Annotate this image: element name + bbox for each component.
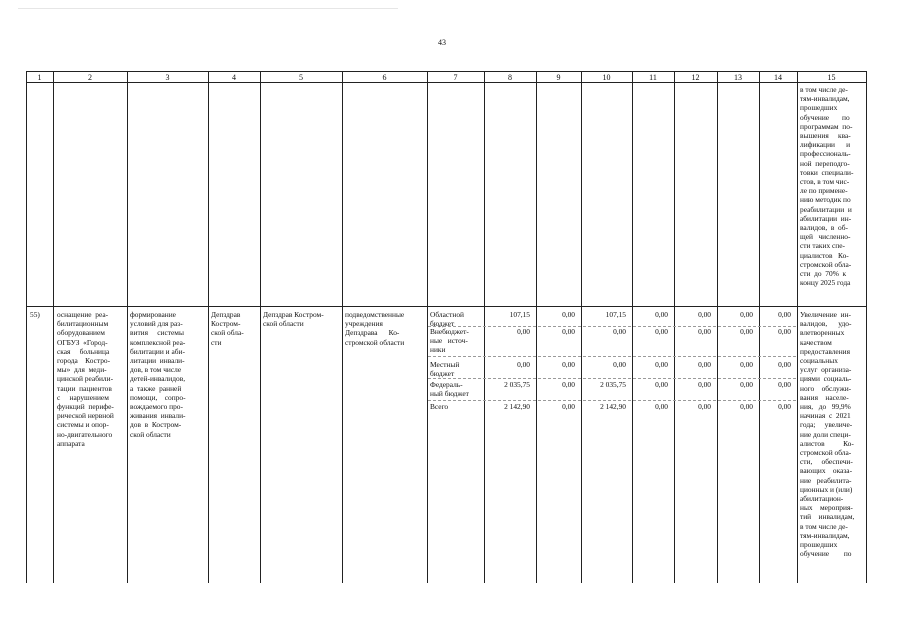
funding-value: 0,00 (562, 380, 575, 389)
measure-name-line: мы» для меди- (57, 365, 107, 375)
funding-source: Местный (430, 360, 460, 369)
header-col-2: 2 (88, 73, 92, 82)
column-line (484, 71, 485, 583)
result-line: абилитацион- (800, 494, 844, 503)
header-col-14: 14 (774, 73, 782, 82)
result-line: предоставления (800, 346, 851, 356)
funding-value: 0,00 (655, 380, 668, 389)
continuation-line: в том числе де- (800, 85, 848, 94)
measure-goal-line: вождаемого про- (130, 402, 183, 411)
measure-name-line: аппарата (57, 438, 85, 448)
result-line: года; увеличе- (800, 420, 853, 430)
measure-name-line: системы и опор- (57, 420, 109, 430)
column-line (127, 71, 128, 583)
executor-line: Костром- (211, 319, 241, 329)
result-line: ционных и (или) (800, 484, 853, 494)
result-line: алистов Ко- (800, 438, 854, 448)
column-line (427, 71, 428, 583)
funding-separator (428, 378, 796, 379)
column-line (53, 71, 54, 583)
continuation-line: профессиональ- (800, 149, 851, 159)
result-line: Увеличение ин- (800, 310, 852, 319)
funding-value: 0,00 (740, 327, 753, 336)
funding-value: 0,00 (740, 380, 753, 389)
funding-value: 2 035,75 (504, 380, 530, 389)
measure-goal-line: литации инвали- (130, 356, 185, 365)
funding-value: 0,00 (655, 402, 668, 411)
column-line (717, 71, 718, 583)
funding-source: бюджет (430, 319, 455, 329)
measure-name-line: тации пациентов (57, 383, 112, 393)
participants-line: учреждения (345, 319, 383, 329)
result-line: обучение по (800, 549, 852, 559)
funding-separator (428, 400, 796, 401)
column-line (866, 71, 867, 583)
funding-value: 0,00 (698, 327, 711, 336)
result-line: валидов, удо- (800, 319, 852, 329)
funding-value: 0,00 (517, 327, 530, 336)
funding-value: 107,15 (509, 310, 530, 319)
header-col-4: 4 (232, 73, 236, 82)
continuation-line: сти до 70% к (800, 269, 847, 278)
funding-value: 2 142,90 (600, 402, 626, 411)
header-col-12: 12 (691, 73, 700, 82)
coordinator-line: Депздрав Костром- (263, 310, 324, 319)
column-line (581, 71, 582, 583)
measure-name-line: билитационным (57, 319, 109, 329)
measure-goal-line: а также ранней (130, 383, 182, 393)
continuation-line: стов, в том чис- (800, 177, 850, 186)
result-line: тям-инвалидам, (800, 530, 850, 540)
funding-value: 0,00 (562, 360, 575, 369)
measure-goal-line: ской области (130, 429, 171, 439)
column-line (208, 71, 209, 583)
measure-goal-line: дов, в том числе (130, 365, 182, 375)
header-col-13: 13 (734, 73, 742, 82)
executor-line: сти (211, 337, 222, 347)
header-col-9: 9 (556, 73, 561, 82)
result-line: вающих оказа- (800, 466, 853, 476)
continuation-line: нию методик по (800, 195, 851, 205)
result-line: прошедших (800, 540, 838, 549)
column-line (674, 71, 675, 583)
column-line (26, 71, 27, 583)
continuation-line: циалистов Ко- (800, 250, 849, 260)
funding-source: бюджет (430, 369, 455, 379)
header-col-15: 15 (827, 73, 836, 82)
funding-source: Всего (430, 402, 449, 411)
funding-value: 107,15 (605, 310, 626, 319)
header-col-1: 1 (37, 73, 42, 82)
continuation-line: лификации и (800, 140, 851, 150)
continuation-line: ной переподго- (800, 158, 850, 168)
funding-value: 0,00 (562, 402, 575, 411)
result-line: тий инвалидам, (800, 512, 855, 522)
page-number: 43 (438, 38, 446, 47)
funding-value: 0,00 (698, 380, 711, 389)
participants-line: Депздрава Ко- (345, 328, 400, 338)
row-number: 55) (30, 310, 40, 319)
measure-goal-line: билитации и аби- (130, 346, 185, 356)
result-line: социальных (800, 356, 838, 365)
column-line (632, 71, 633, 583)
row-line (26, 82, 867, 83)
funding-value: 0,00 (698, 360, 711, 369)
funding-value: 2 035,75 (600, 380, 626, 389)
measure-goal-line: формирование (130, 310, 176, 319)
result-line: ния, до 99,9% (800, 402, 851, 411)
continuation-line: обучение по (800, 112, 850, 122)
measure-goal-line: дов в Костром- (130, 420, 182, 430)
measure-goal-line: живания инвали- (130, 411, 186, 421)
measure-goal-line: вития системы (130, 328, 184, 338)
result-line: начиная с 2021 (800, 411, 851, 421)
funding-value: 0,00 (740, 310, 753, 319)
funding-source: ный бюджет (430, 389, 469, 399)
funding-value: 0,00 (613, 360, 626, 369)
continuation-line: стромской обла- (800, 259, 852, 269)
measure-goal-line: условий для раз- (130, 319, 183, 329)
header-col-5: 5 (299, 73, 303, 82)
result-line: стромской обла- (800, 448, 852, 457)
result-line: сти, обеспечи- (800, 457, 853, 467)
executor-line: Депздрав (211, 310, 241, 319)
continuation-line: ле по примене- (800, 186, 848, 196)
column-line (260, 71, 261, 583)
result-line: ного обслужи- (800, 383, 852, 393)
continuation-line: вышения ква- (800, 131, 851, 140)
result-line: ние реабилита- (800, 475, 852, 485)
funding-value: 0,00 (562, 310, 575, 319)
continuation-line: абилитации ин- (800, 213, 852, 223)
header-col-7: 7 (453, 73, 458, 82)
funding-value: 0,00 (562, 327, 575, 336)
funding-value: 0,00 (613, 327, 626, 336)
funding-value: 0,00 (655, 360, 668, 369)
funding-source: ные источ- (430, 336, 468, 346)
header-col-8: 8 (508, 73, 512, 82)
measure-name-line: рической нервной (57, 411, 114, 421)
measure-goal-line: детей-инвалидов, (130, 374, 186, 384)
measure-name-line: ОГБУЗ «Город- (57, 337, 108, 347)
funding-source: Федераль- (430, 380, 463, 389)
continuation-line: валидов, в об- (800, 223, 848, 232)
funding-value: 0,00 (740, 402, 753, 411)
funding-value: 0,00 (778, 310, 791, 319)
funding-source: ники (430, 345, 446, 355)
participants-line: подведомственные (345, 310, 405, 319)
measure-goal-line: комплексной реа- (130, 337, 186, 347)
column-line (797, 71, 798, 583)
header-col-3: 3 (165, 73, 170, 82)
column-line (536, 71, 537, 583)
funding-source: Областной (430, 310, 464, 319)
funding-value: 0,00 (778, 360, 791, 369)
result-line: качеством (800, 337, 832, 347)
participants-line: стромской области (345, 337, 405, 347)
result-line: услуг организа- (800, 365, 852, 375)
funding-separator (428, 356, 796, 357)
continuation-line: реабилитации и (800, 204, 852, 214)
funding-value: 0,00 (778, 380, 791, 389)
funding-value: 0,00 (698, 310, 711, 319)
column-line (342, 71, 343, 583)
result-line: влетворенных (800, 328, 845, 338)
continuation-line: концу 2025 года (800, 278, 851, 288)
funding-value: 0,00 (740, 360, 753, 369)
measure-name-line: с нарушением (57, 392, 109, 402)
coordinator-line: ской области (263, 319, 304, 329)
result-line: в том числе де- (800, 521, 848, 531)
row-line (26, 71, 867, 72)
measure-name-line: оснащение реа- (57, 310, 109, 319)
result-line: циями социаль- (800, 374, 852, 384)
measure-name-line: города Костро- (57, 356, 111, 365)
column-line (759, 71, 760, 583)
continuation-line: товки специали- (800, 167, 854, 177)
result-line: ных мероприя- (800, 503, 853, 513)
funding-value: 2 142,90 (504, 402, 530, 411)
measure-goal-line: помощи, сопро- (130, 392, 186, 402)
result-line: вания населе- (800, 392, 849, 402)
header-col-6: 6 (382, 73, 387, 82)
measure-name-line: цинской реабили- (57, 374, 114, 384)
funding-value: 0,00 (778, 327, 791, 336)
continuation-line: прошедших (800, 103, 838, 113)
continuation-line: щей численно- (800, 232, 851, 242)
measure-name-line: ская больница (57, 346, 110, 356)
executor-line: ской обла- (211, 328, 244, 338)
continuation-line: сти таких спе- (800, 241, 845, 251)
measure-name-line: функций перифе- (57, 402, 114, 411)
funding-value: 0,00 (655, 310, 668, 319)
funding-value: 0,00 (778, 402, 791, 411)
funding-source: Внебюджет- (430, 327, 469, 336)
continuation-line: программам по- (800, 121, 853, 131)
funding-value: 0,00 (698, 402, 711, 411)
continuation-line: тям-инвалидам, (800, 94, 850, 104)
header-col-10: 10 (602, 73, 611, 82)
row-line (26, 306, 867, 307)
result-line: ние доли специ- (800, 429, 851, 439)
scan-edge-mark (18, 8, 398, 9)
header-col-11: 11 (649, 73, 657, 82)
funding-value: 0,00 (655, 327, 668, 336)
measure-name-line: оборудованием (57, 328, 105, 338)
measure-name-line: но-двигательного (57, 429, 113, 439)
funding-value: 0,00 (517, 360, 530, 369)
